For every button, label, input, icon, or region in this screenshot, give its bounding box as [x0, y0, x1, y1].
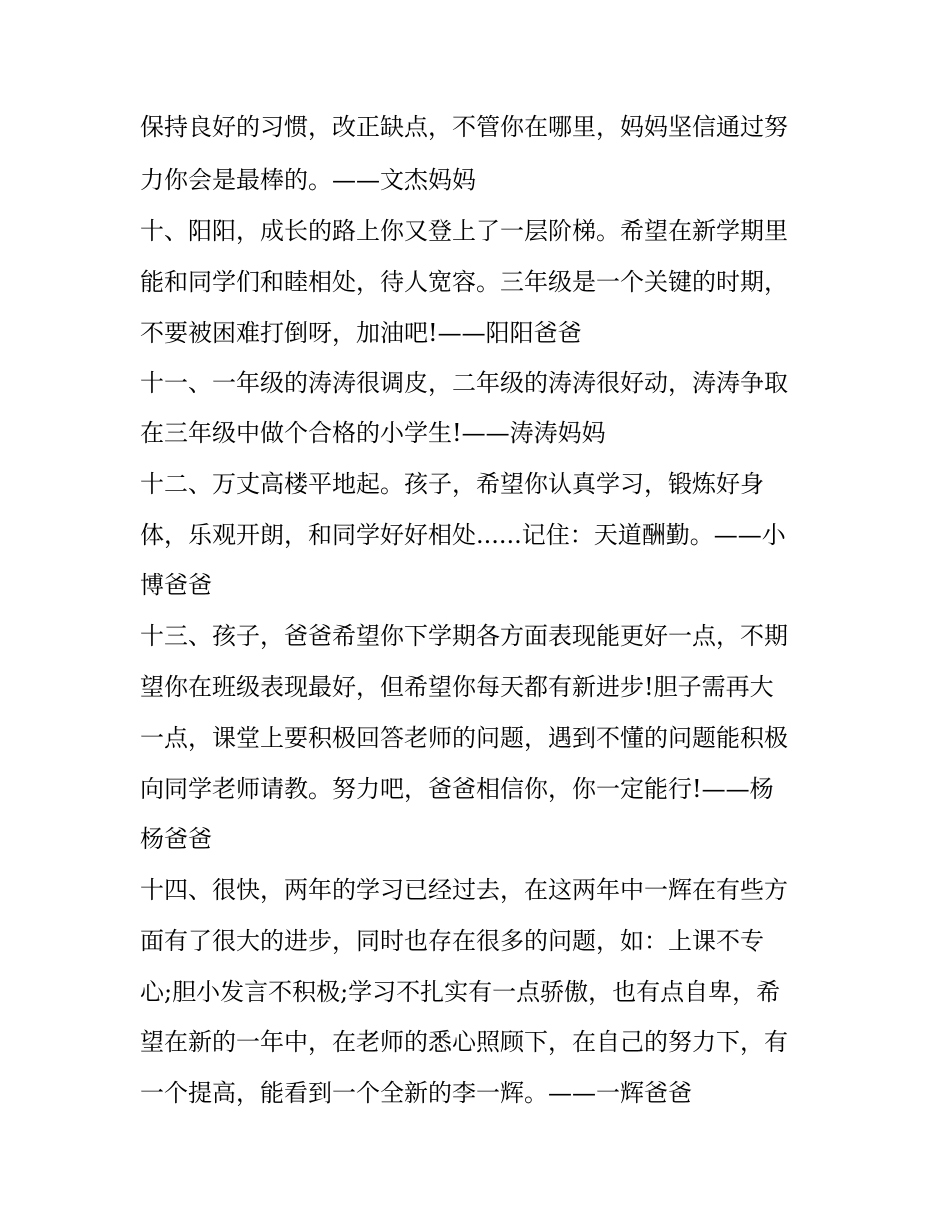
- text-line: 在三年级中做个合格的小学生!——涛涛妈妈: [140, 419, 606, 447]
- text-line: 不要被困难打倒呀，加油吧!——阳阳爸爸: [140, 319, 582, 347]
- text-line: 十一、一年级的涛涛很调皮，二年级的涛涛很好动，涛涛争取: [140, 369, 788, 397]
- text-line: 望你在班级表现最好，但希望你每天都有新进步!胆子需再大: [140, 673, 774, 701]
- text-line: 向同学老师请教。努力吧，爸爸相信你，你一定能行!——杨: [140, 775, 774, 803]
- text-line: 力你会是最棒的。——文杰妈妈: [140, 166, 476, 194]
- text-line: 博爸爸: [140, 571, 212, 599]
- text-line: 能和同学们和睦相处，待人宽容。三年级是一个关键的时期，: [140, 268, 788, 296]
- text-line: 十三、孩子，爸爸希望你下学期各方面表现能更好一点，不期: [140, 622, 788, 650]
- text-line: 一点，课堂上要积极回答老师的问题，遇到不懂的问题能积极: [140, 724, 788, 752]
- text-line: 一个提高，能看到一个全新的李一辉。——一辉爸爸: [140, 1079, 692, 1107]
- text-line: 十、阳阳，成长的路上你又登上了一层阶梯。希望在新学期里: [140, 217, 788, 245]
- text-line: 面有了很大的进步，同时也存在很多的问题，如：上课不专: [140, 927, 764, 955]
- text-line: 望在新的一年中，在老师的悉心照顾下，在自己的努力下，有: [140, 1028, 788, 1056]
- text-line: 保持良好的习惯，改正缺点，不管你在哪里，妈妈坚信通过努: [140, 113, 788, 141]
- text-line: 体，乐观开朗，和同学好好相处......记住：天道酬勤。——小: [140, 521, 786, 549]
- text-line: 十二、万丈高楼平地起。孩子，希望你认真学习，锻炼好身: [140, 470, 764, 498]
- text-line: 杨爸爸: [140, 825, 212, 853]
- text-line: 心;胆小发言不积极;学习不扎实有一点骄傲，也有点自卑，希: [140, 978, 781, 1006]
- text-line: 十四、很快，两年的学习已经过去，在这两年中一辉在有些方: [140, 876, 788, 904]
